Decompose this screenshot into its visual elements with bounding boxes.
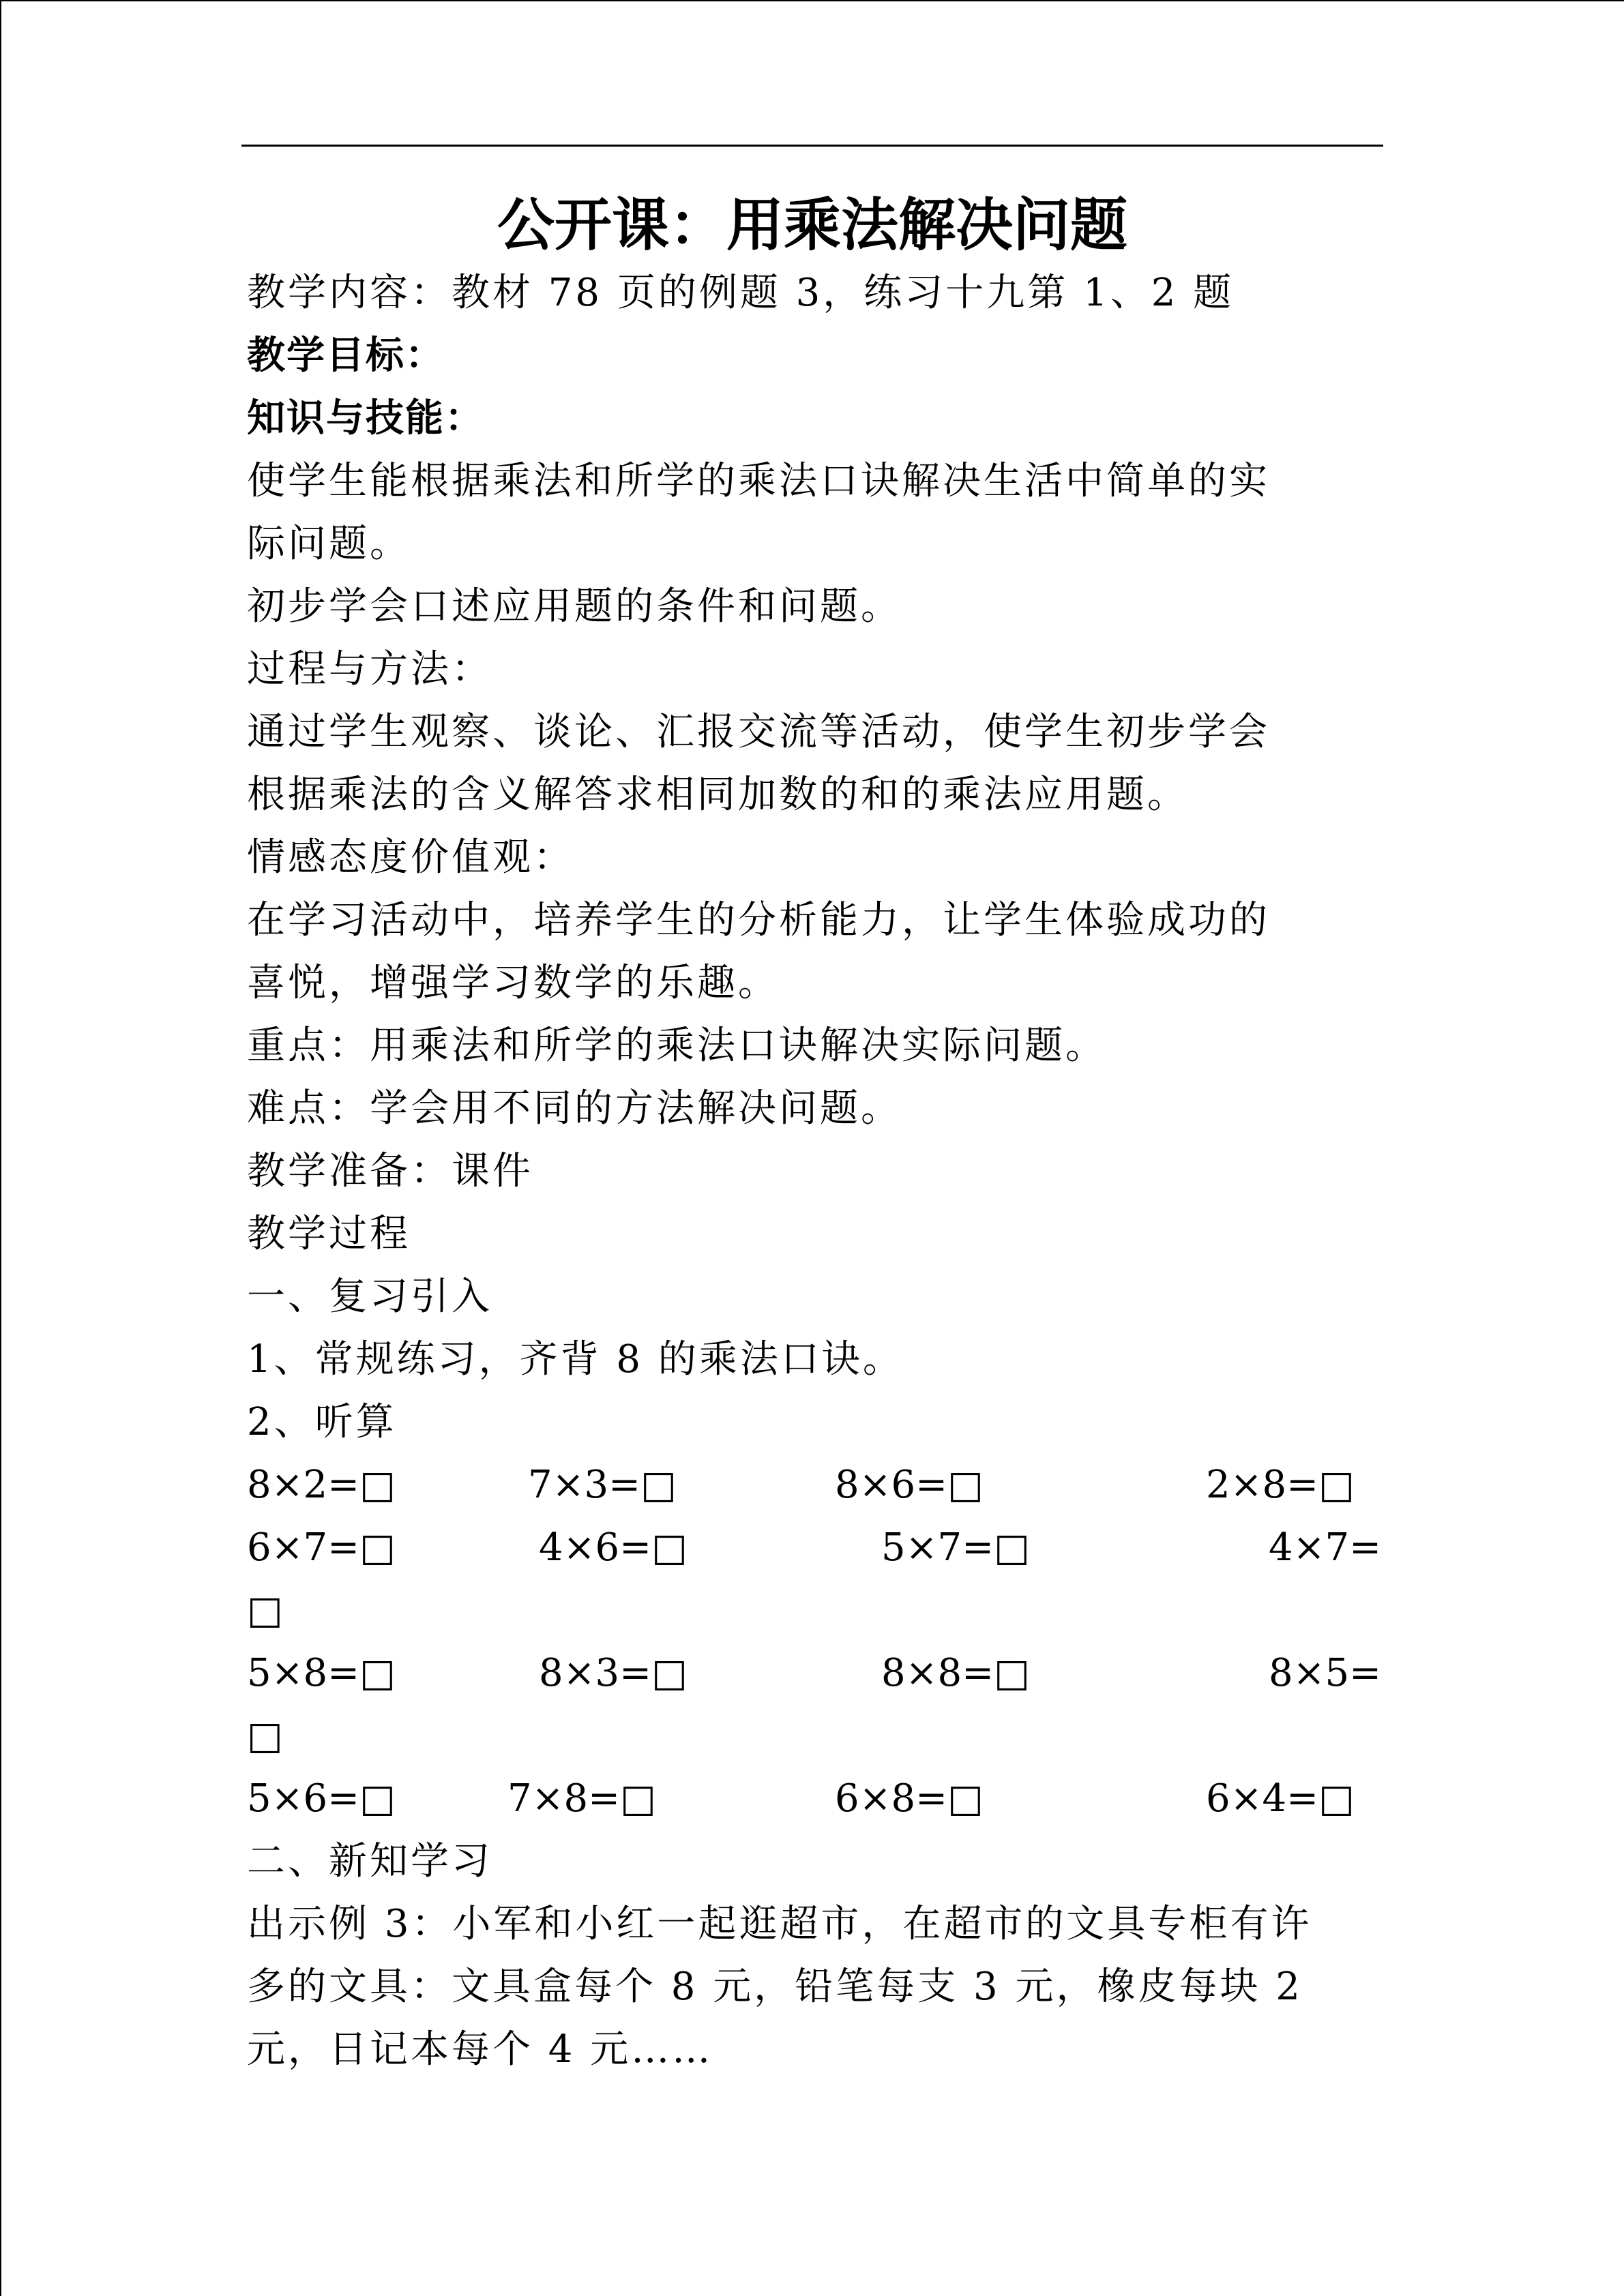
header-rule <box>241 145 1383 147</box>
answer-box: □ <box>247 1588 283 1632</box>
knowledge-heading: 知识与技能： <box>247 396 484 441</box>
equation: 6×7=□ <box>247 1525 396 1570</box>
equation-row-1 <box>247 1454 1393 1517</box>
example-line-b: 多的文具：文具盒每个 8 元，铅笔每支 3 元，橡皮每块 2 <box>247 1965 1303 2009</box>
equation-row-4 <box>247 1768 1393 1830</box>
review-item-1: 1、常规练习，齐背 8 的乘法口诀。 <box>247 1337 904 1382</box>
equation: 8×5= <box>1269 1651 1382 1695</box>
process-heading: 过程与方法： <box>247 647 492 691</box>
equation: 8×2=□ <box>247 1463 396 1507</box>
equation: 6×4=□ <box>1206 1776 1355 1821</box>
emotion-heading: 情感态度价值观： <box>247 835 574 880</box>
page-title: 公开课：用乘法解决问题 <box>497 192 1127 258</box>
equation: 6×8=□ <box>835 1776 984 1821</box>
process-title: 教学过程 <box>247 1212 411 1256</box>
section-new-learning: 二、新知学习 <box>247 1839 492 1883</box>
emotion-line-1b: 喜悦，增强学习数学的乐趣。 <box>247 961 779 1005</box>
equation: 4×7= <box>1269 1525 1382 1570</box>
teaching-content: 教学内容：教材 78 页的例题 3，练习十九第 1、2 题 <box>247 271 1235 315</box>
equation-row-3-wrap <box>247 1705 1393 1768</box>
equation: 8×8=□ <box>881 1651 1031 1695</box>
section-review: 一、复习引入 <box>247 1274 492 1319</box>
equation: 5×7=□ <box>881 1525 1031 1570</box>
knowledge-line-1a: 使学生能根据乘法和所学的乘法口诀解决生活中简单的实 <box>247 459 1270 503</box>
knowledge-line-2: 初步学会口述应用题的条件和问题。 <box>247 584 902 629</box>
process-line-1a: 通过学生观察、谈论、汇报交流等活动，使学生初步学会 <box>247 710 1270 754</box>
document-body <box>247 262 1393 2081</box>
equation-row-3 <box>247 1642 1393 1705</box>
example-line-c: 元，日记本每个 4 元…… <box>247 2027 713 2072</box>
equation: 8×3=□ <box>539 1651 688 1695</box>
equation: 5×8=□ <box>247 1651 396 1695</box>
process-line-1b: 根据乘法的含义解答求相同加数的和的乘法应用题。 <box>247 773 1188 817</box>
equation: 7×8=□ <box>507 1776 657 1821</box>
knowledge-line-1b: 际问题。 <box>247 522 411 566</box>
difficulty: 难点：学会用不同的方法解决问题。 <box>247 1086 902 1131</box>
equation: 7×3=□ <box>528 1463 677 1507</box>
example-line-a: 出示例 3：小军和小红一起逛超市，在超市的文具专柜有许 <box>247 1902 1312 1946</box>
objectives-heading: 教学目标： <box>247 333 445 378</box>
equation-row-2-wrap <box>247 1579 1393 1642</box>
answer-box: □ <box>247 1714 283 1758</box>
emotion-line-1a: 在学习活动中，培养学生的分析能力，让学生体验成功的 <box>247 898 1270 942</box>
equation-row-2 <box>247 1517 1393 1579</box>
review-item-2: 2、听算 <box>247 1400 397 1444</box>
equation: 5×6=□ <box>247 1776 396 1821</box>
equation: 4×6=□ <box>539 1525 688 1570</box>
equation: 2×8=□ <box>1206 1463 1355 1507</box>
key-point: 重点：用乘法和所学的乘法口诀解决实际问题。 <box>247 1024 1106 1068</box>
equation: 8×6=□ <box>835 1463 984 1507</box>
teaching-preparation: 教学准备：课件 <box>247 1149 533 1193</box>
